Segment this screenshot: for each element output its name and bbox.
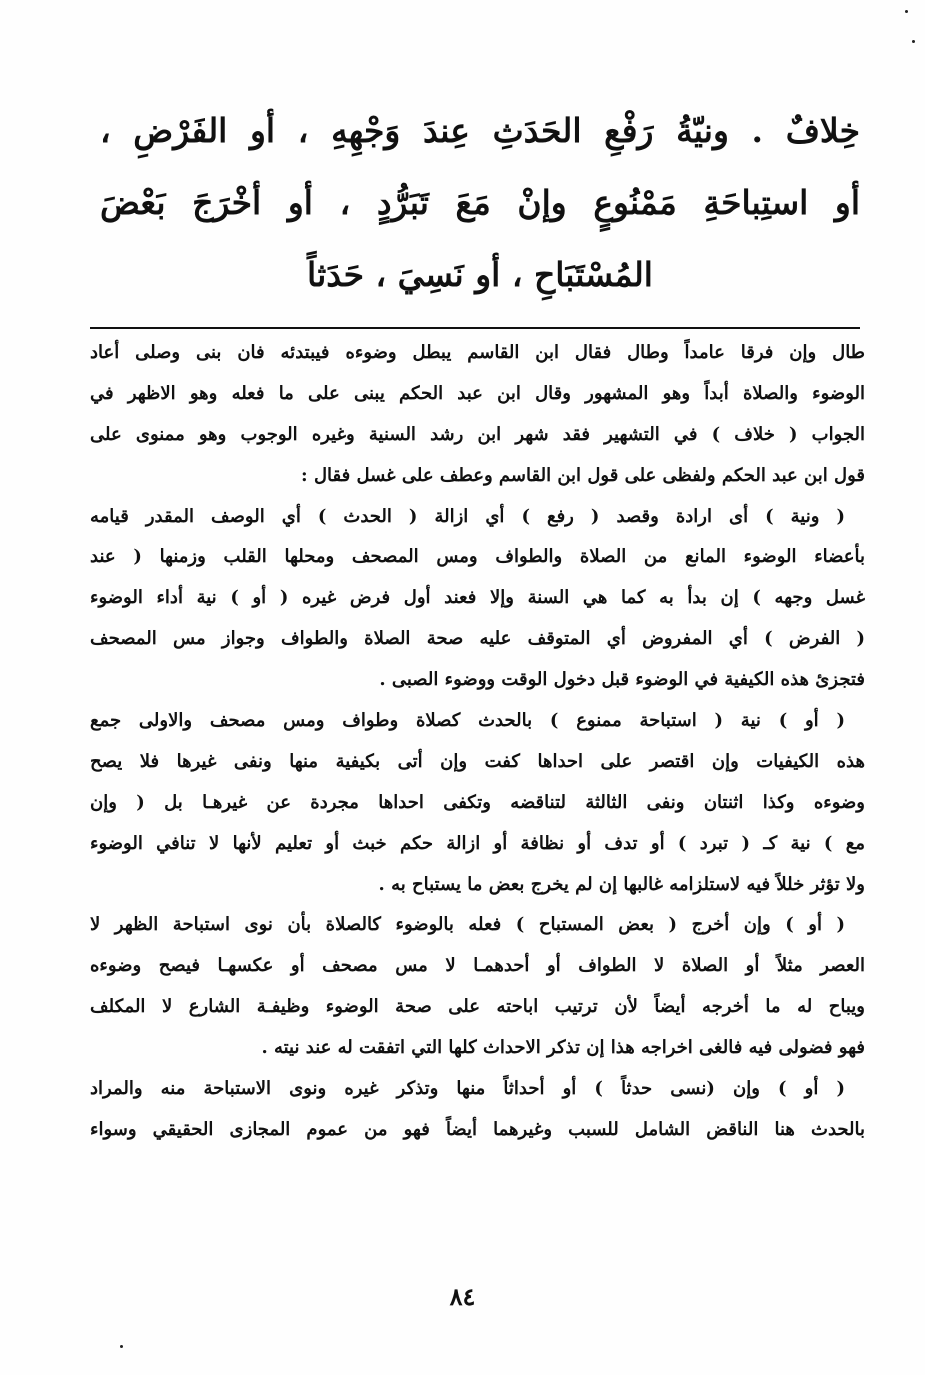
page-number: ٨٤ <box>449 1282 476 1311</box>
commentary-line: طال وإن فرقا عامداً وطال فقال ابن القاسم يبطل وضوءه فيبتدئه فان بنى وصلى أعاد <box>90 342 865 363</box>
commentary-line: ( أو ) وإن (نسى حدثاً ) أو أحداثاً منها وتذكر غيره ونوى الاستباحة منه والمراد <box>90 1078 845 1100</box>
commentary-line: فتجزئ هذه الكيفية في الوضوء قبل دخول الوقت ووضوء الصبى . <box>379 669 865 691</box>
commentary-line: ( أو ) نية ( استباحة ممنوع ) بالحدث كصلاة وطواف ومس مصحف والاولى جمع <box>90 710 845 732</box>
commentary-line: ( أو ) وإن أخرج ( بعض المستباح ) فعله بالوضوء كالصلاة بأن نوى استباحة الظهر لا <box>90 914 845 936</box>
matn-line: أو استِباحَةِ مَمْنُوعٍ وإنْ مَعَ تَبَرُّدٍ ، أو أخْرَجَ بَعْضَ <box>100 183 860 222</box>
ink-speck <box>905 10 908 13</box>
ink-speck <box>912 40 915 43</box>
commentary-line: غسل وجهه ) إن بدأ به كما هي السنة وإلا فعند أول فرض غيره ( أو ) نية أداء الوضوء <box>90 587 865 609</box>
commentary-line: فهو فضولى فيه فالغى اخراجه هذا إن تذكر الاحداث كلها التي اتفقت له عند نيته . <box>261 1037 865 1059</box>
commentary-line: ( ونية ) أى ارادة وقصد ( رفع ) أي ازالة ( الحدث ) أي الوصف المقدر قيامه <box>90 505 845 527</box>
commentary-line: الوضوء والصلاة أبداً وهو المشهور وقال ابن عبد الحكم يبنى على ما فعله وهو الاظهر في <box>90 382 865 404</box>
commentary-line: الجواب ( خلاف ) في التشهير فقد شهر ابن رشد السنية وغيره الوجوب وهو ممنوى على <box>90 423 865 445</box>
matn-line: خِلافٌ . ونيّةُ رَفْعِ الحَدَثِ عِندَ وَجْهِهِ ، أو الفَرْضِ ، <box>100 111 860 150</box>
separator-rule <box>90 327 860 329</box>
commentary-line: بأعضاء الوضوء المانع من الصلاة والطواف ومس المصحف ومحلها القلب وزمنها ( عند <box>90 546 865 568</box>
commentary-line: ويباح له ما أخرجه أيضاً لأن ترتيب اباحته على صحة الوضوء وظيفـة الشارع لا المكلف <box>90 996 865 1018</box>
commentary-block <box>90 333 865 1151</box>
commentary-line: قول ابن عبد الحكم ولفظى على قول ابن القاسم وعطف على غسل فقال : <box>301 464 865 486</box>
commentary-line: مع ) نية كـ ( تبرد ) أو تدف أو نظافة أو ازالة حكم خبث أو تعليم لأنها لا تنافي الوضوء <box>90 832 865 854</box>
commentary-line: بالحدث هنا الناقض الشامل للسبب وغيرهما أيضاً فهو من عموم المجازى الحقيقي وسواء <box>90 1118 865 1140</box>
commentary-line: ولا تؤثر خللاً فيه لاستلزامه غالبها إن لم يخرج بعض ما يستباح به . <box>378 873 865 895</box>
commentary-line: العصر مثلاً أو الصلاة لا الطواف أو أحدهمـا لا مس مصحف أو عكسهـا فيصح وضوءه <box>90 955 865 977</box>
matn-line: المُسْتَبَاحِ ، أو نَسِيَ ، حَدَثاً <box>307 255 653 294</box>
commentary-line: ( الفرض ) أي المفروض أي المتوقف عليه صحة الصلاة والطواف وجواز مس المصحف <box>90 628 865 650</box>
commentary-line: هذه الكيفيات وإن اقتصر على احداها كفت وإن أتى بكيفية منها ونفى غيرها فلا يصح <box>90 750 865 772</box>
commentary-line: وضوءه وكذا اثنتان ونفى الثالثة لتناقضه وتكفى احداها مجردة عن غيرهـا بل ( وإن <box>90 791 865 813</box>
matn-verse-block <box>100 95 860 311</box>
ink-speck <box>120 1345 123 1348</box>
